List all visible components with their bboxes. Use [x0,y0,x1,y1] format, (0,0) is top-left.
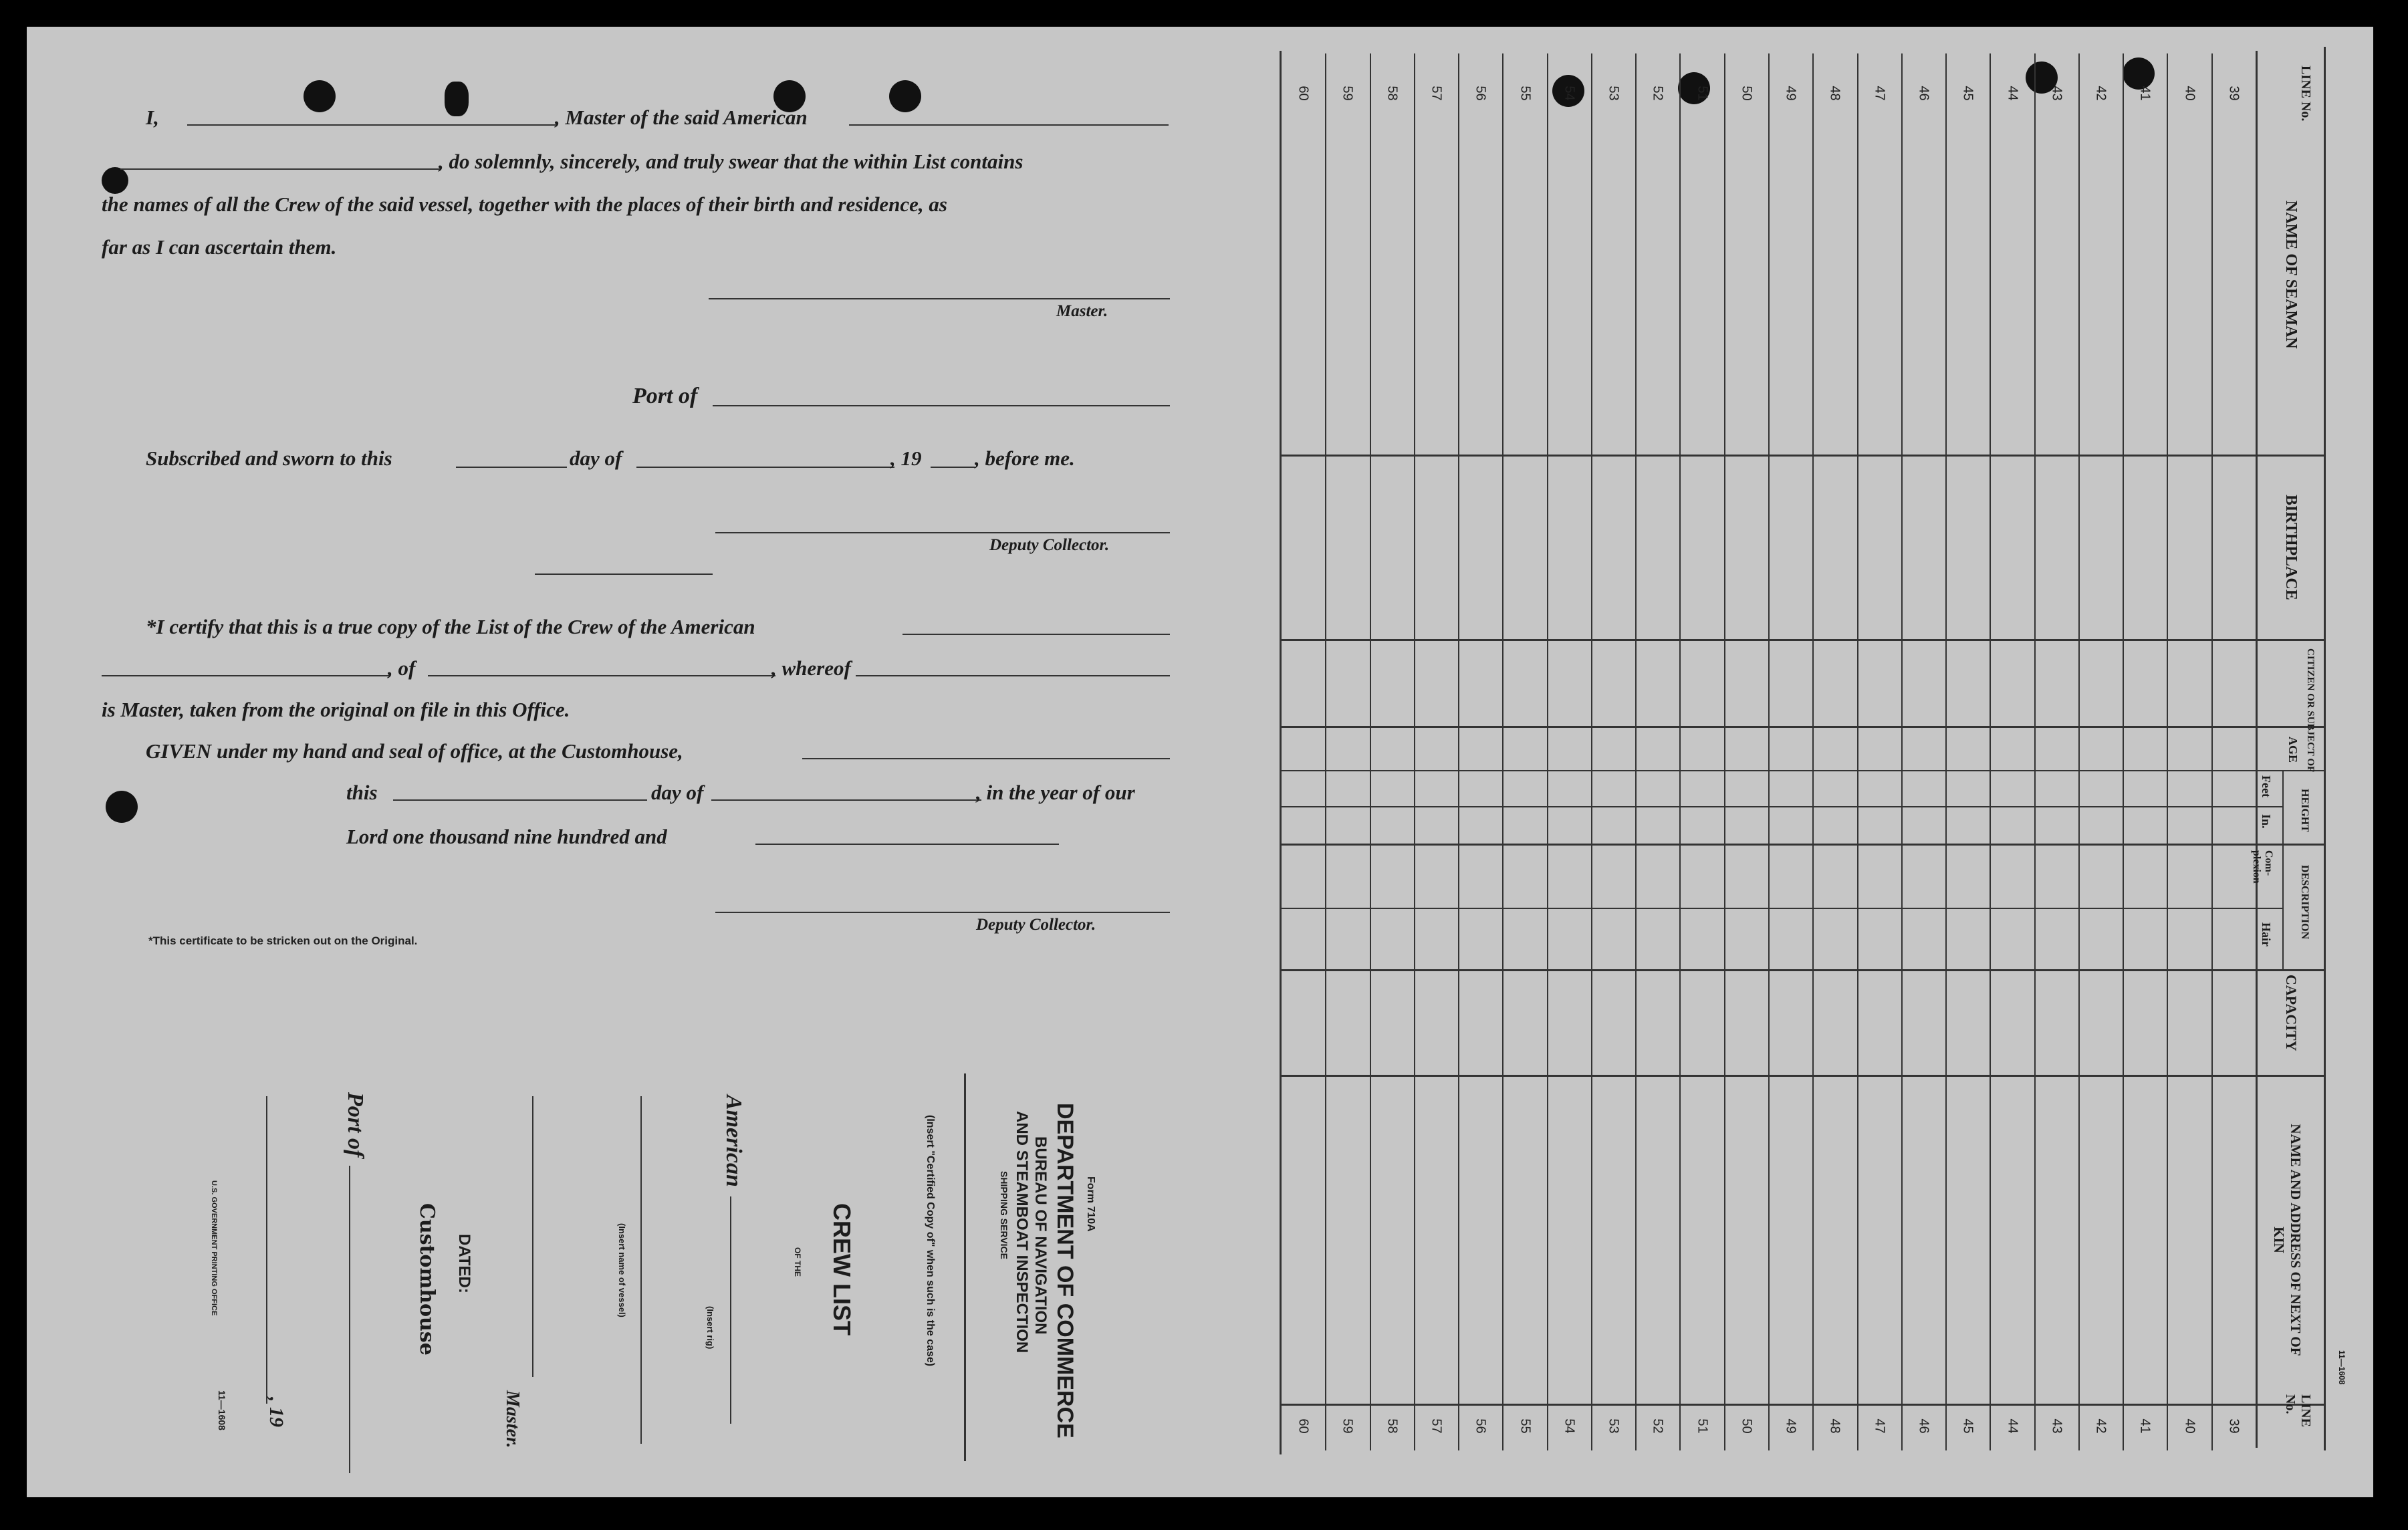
row-number-bottom: 49 [1783,1418,1798,1434]
cover-insert-certified: (Insert "Certified Copy of" when such is the case) [925,1115,936,1367]
crew-list-form-page [27,27,2373,1497]
header-hair: Hair [2260,922,2273,946]
row-number-top: 60 [1296,86,1311,101]
cover-code: 11—1608 [217,1390,227,1430]
row-number-top: 40 [2182,86,2197,101]
cert-day-field[interactable] [393,799,647,801]
row-number-bottom: 45 [1960,1418,1975,1434]
cover-shipping-service: SHIPPING SERVICE [999,1171,1009,1260]
cert-footnote: *This certificate to be stricken out on the Original. [148,934,418,947]
subscribed-before-me: , before me. [975,447,1075,470]
row-number-bottom: 53 [1606,1418,1621,1434]
header-feet: Feet [2260,775,2273,797]
row-number-top: 39 [2226,86,2242,101]
cert-line1: *I certify that this is a true copy of the List of the Crew of the American [146,615,755,638]
cert-lord: Lord one thousand nine hundred and [346,825,667,848]
header-line-no: LINE No. [2298,66,2313,122]
deputy-collector-label-1: Deputy Collector. [989,536,1110,554]
subscribed-label: Subscribed and sworn to this [146,447,392,470]
row-number-bottom: 56 [1473,1418,1488,1434]
port-of-field[interactable] [713,405,1170,406]
cert-month-field[interactable] [711,799,981,801]
header-next-of-kin: NAME AND ADDRESS OF NEXT OF KIN [2271,1124,2304,1356]
subscribed-year-field[interactable] [931,467,975,468]
vessel-name-field[interactable] [849,124,1169,126]
row-number-top: 43 [2049,86,2064,101]
cover-rig-field[interactable] [730,1196,731,1424]
cover-nineteen: , 19 [265,1397,287,1427]
oath-line4: far as I can ascertain them. [102,235,337,259]
cert-port-field[interactable] [428,675,775,676]
row-number-bottom: 52 [1650,1418,1665,1434]
table-row[interactable] [1548,127,1590,1397]
oath-line1-master: , Master of the said American [555,106,808,129]
oath-line2: , do solemnly, sincerely, and truly swear that the within List contains [439,150,1024,173]
row-number-bottom: 57 [1429,1418,1444,1434]
description-sub-divider [2282,844,2284,971]
cert-customhouse-field[interactable] [802,758,1170,759]
header-line-no-bottom: LINE No. [2283,1394,2313,1427]
port-of-label: Port of [632,384,698,408]
height-sub-divider [2282,770,2284,845]
row-number-top: 51 [1695,86,1710,101]
cover-form-number: Form 710A [1085,1176,1096,1232]
master-label: Master. [1056,302,1108,320]
cover-bureau-line1: BUREAU OF NAVIGATION [1032,1136,1050,1335]
subscribed-day-field[interactable] [456,467,567,468]
table-row[interactable] [1326,127,1368,1397]
punch-hole [445,82,469,116]
row-number-bottom: 41 [2137,1418,2153,1434]
cover-printing-office: U.S. GOVERNMENT PRINTING OFFICE [210,1180,218,1316]
master-name-field[interactable] [187,124,556,126]
row-number-bottom: 51 [1695,1418,1710,1434]
punch-hole [304,80,336,112]
row-number-bottom: 47 [1872,1418,1887,1434]
row-number-top: 46 [1916,86,1931,101]
table-row[interactable] [2080,127,2121,1397]
cover-port-of: Port of [343,1092,368,1158]
table-row[interactable] [1858,127,1900,1397]
table-row[interactable] [2036,127,2077,1397]
table-row[interactable] [1991,127,2032,1397]
header-description: DESCRIPTION [2299,865,2310,940]
row-number-bottom: 40 [2182,1418,2197,1434]
header-height: HEIGHT [2299,789,2310,832]
cover-customhouse: Customhouse [415,1203,439,1356]
row-number-top: 55 [1518,86,1532,101]
row-number-bottom: 60 [1296,1418,1311,1434]
cert-year-of-our: , in the year of our [976,781,1135,804]
table-left-border [1280,51,1282,1454]
row-number-top: 50 [1739,86,1754,101]
separator-line [535,573,713,575]
oath-line1-i: I, [146,106,159,129]
row-number-bottom: 55 [1518,1418,1532,1434]
subscribed-month-field[interactable] [636,467,894,468]
cover-crew-list-title: CREW LIST [828,1203,856,1335]
oath-line3: the names of all the Crew of the said vessel, together with the places of their birth and residence, as [102,193,947,216]
header-code: 11—1608 [2337,1350,2346,1385]
row-number-bottom: 39 [2226,1418,2242,1434]
row-number-top: 59 [1340,86,1355,101]
cert-given: GIVEN under my hand and seal of office, at the Customhouse, [146,739,683,763]
cover-insert-vessel-name: (Insert name of vessel) [617,1223,627,1317]
table-row[interactable] [1814,127,1855,1397]
table-row[interactable] [1903,127,1944,1397]
row-number-bottom: 48 [1827,1418,1842,1434]
cert-vessel-field[interactable] [902,634,1170,635]
cover-bureau-line2: AND STEAMBOAT INSPECTION [1013,1111,1031,1354]
table-row[interactable] [1947,127,1988,1397]
cover-port-field[interactable] [349,1166,350,1473]
row-number-bottom: 43 [2049,1418,2064,1434]
header-name-of-seaman: NAME OF SEAMAN [2282,201,2300,349]
header-complexion: Com- plexion [2251,850,2274,884]
cert-line3: is Master, taken from the original on file in this Office. [102,698,570,721]
cert-master-field[interactable] [856,675,1170,676]
cover-of-the: OF THE [793,1247,802,1277]
cover-rule [964,1073,966,1461]
deputy-collector-label-2: Deputy Collector. [976,916,1096,934]
row-number-bottom: 46 [1916,1418,1931,1434]
subscribed-day-of: day of [570,447,622,470]
cert-day-of: day of [651,781,704,804]
row-number-top: 45 [1960,86,1975,101]
cert-of: , of [388,656,416,680]
vessel-name-field-2[interactable] [120,168,440,170]
cert-year-field[interactable] [755,844,1059,845]
cover-date-field[interactable] [266,1096,267,1404]
punch-hole [889,80,921,112]
row-number-top: 49 [1783,86,1798,101]
row-number-bottom: 50 [1739,1418,1754,1434]
header-birthplace: BIRTHPLACE [2282,495,2300,600]
cover-dated: DATED: [455,1234,473,1293]
table-row[interactable] [1592,127,1634,1397]
punch-hole [106,791,138,823]
header-capacity: CAPACITY [2283,975,2300,1051]
row-number-top: 41 [2137,86,2153,101]
row-number-bottom: 54 [1562,1418,1577,1434]
table-row[interactable] [1282,127,1324,1397]
table-row[interactable] [1770,127,1811,1397]
table-row[interactable] [1503,127,1545,1397]
cover-master-label: Master. [502,1390,523,1448]
table-row[interactable] [1637,127,1678,1397]
row-number-bottom: 44 [2005,1418,2020,1434]
cert-whereof: , whereof [771,656,851,680]
punch-hole [102,167,128,194]
table-row[interactable] [2124,127,2165,1397]
row-number-top: 48 [1827,86,1842,101]
master-signature-field[interactable] [709,298,1170,299]
cert-this: this [346,781,378,804]
header-age: AGE [2286,737,2300,763]
cover-master-field[interactable] [532,1096,533,1377]
table-row[interactable] [1725,127,1767,1397]
table-right-border [2324,47,2326,1450]
row-number-top: 54 [1562,86,1577,101]
deputy-collector-signature-field-1[interactable] [715,532,1170,533]
cover-insert-rig: (Insert rig) [705,1306,715,1350]
table-row[interactable] [1459,127,1501,1397]
row-number-top: 42 [2093,86,2109,101]
row-number-top: 44 [2005,86,2020,101]
cover-vessel-name-field[interactable] [640,1096,642,1444]
row-number-top: 58 [1384,86,1400,101]
cover-department: DEPARTMENT OF COMMERCE [1052,1103,1078,1438]
row-number-bottom: 42 [2093,1418,2109,1434]
row-number-top: 47 [1872,86,1887,101]
row-number-bottom: 58 [1384,1418,1400,1434]
row-number-top: 53 [1606,86,1621,101]
subscribed-year-label: , 19 [890,447,922,470]
row-number-top: 52 [1650,86,1665,101]
header-citizen: CITIZEN OR SUBJECT OF [2305,648,2316,773]
row-number-top: 56 [1473,86,1488,101]
table-header-rule [2256,51,2258,1448]
cert-vessel-field-2[interactable] [102,675,389,676]
header-inches: In. [2260,814,2273,829]
table-row[interactable] [2213,127,2254,1397]
cover-american-label: American [721,1095,746,1187]
table-row[interactable] [2168,127,2209,1397]
table-row[interactable] [1371,127,1413,1397]
table-row[interactable] [1415,127,1457,1397]
row-number-bottom: 59 [1340,1418,1355,1434]
row-number-top: 57 [1429,86,1444,101]
deputy-collector-signature-field-2[interactable] [715,912,1170,913]
table-row[interactable] [1681,127,1722,1397]
